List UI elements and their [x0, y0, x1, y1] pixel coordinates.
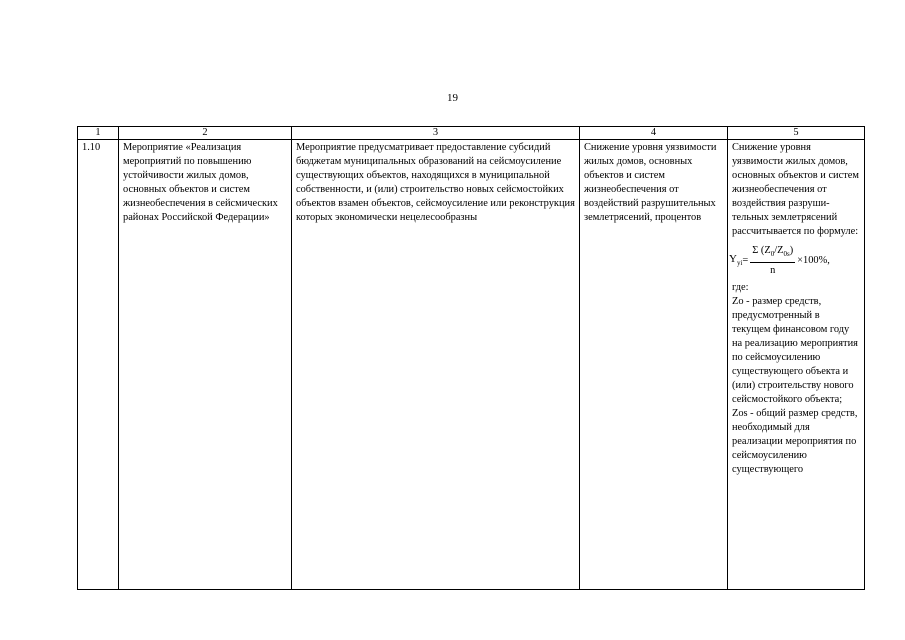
indicator-name: Снижение уровня уязвимости жилых домов, основных объектов и систем жизнеобеспечения от воздействий разрушительных землетрясений, процентов — [580, 140, 728, 590]
calculation-intro: Снижение уровня уязвимости жилых домов, основных объектов и систем жизнеобеспечения от воздействия разруши-тельных землетрясений рассчитывается по формуле: — [732, 142, 859, 237]
page-number: 19 — [447, 92, 458, 104]
formula — [729, 241, 860, 281]
formula-fraction — [750, 244, 795, 277]
column-header-2: 2 — [119, 127, 292, 140]
definition-zo: Zo - размер средств, предусмотренный в текущем финансовом году на реализацию мероприятия по сейсмоусилению существующего объекта и (или) строительству нового сейсмостойкого объекта; — [732, 296, 858, 405]
row-number: 1.10 — [78, 140, 119, 590]
definition-zos: Zos - общий размер средств, необходимый для реализации мероприятия по сейсмоусилению существующего — [732, 408, 858, 475]
formula-lhs: $Y_{yi}$ — [729, 252, 743, 268]
measures-table — [77, 126, 865, 590]
column-header-4: 4 — [580, 127, 728, 140]
formula-equals: = — [742, 255, 749, 266]
formula-denominator: n — [770, 264, 776, 276]
column-header-5: 5 — [728, 127, 865, 140]
column-header-1: 1 — [78, 127, 119, 140]
table-header-row — [78, 127, 865, 140]
measure-description: Мероприятие предусматривает предоставление субсидий бюджетам муниципальных образований на сейсмоусиление существующих объектов, находящихся в муниципальной собственности, и (или) строительство новых сейсмостойких объектов взамен объектов, сейсмоусиление или реконструкция которых экономически нецелесообразны — [292, 140, 580, 590]
formula-where: где: — [732, 282, 749, 293]
calculation-method — [728, 140, 865, 590]
measure-name: Мероприятие «Реализация мероприятий по повышению устойчивости жилых домов, основных объектов и систем жизнеобеспечения в сейсмических районах Российской Федерации» — [119, 140, 292, 590]
formula-numerator: Σ $(Z_0/Z_{0s})$ — [750, 244, 795, 262]
column-header-3: 3 — [292, 127, 580, 140]
formula-tail: ×100%, — [797, 255, 830, 266]
table-row — [78, 140, 865, 590]
